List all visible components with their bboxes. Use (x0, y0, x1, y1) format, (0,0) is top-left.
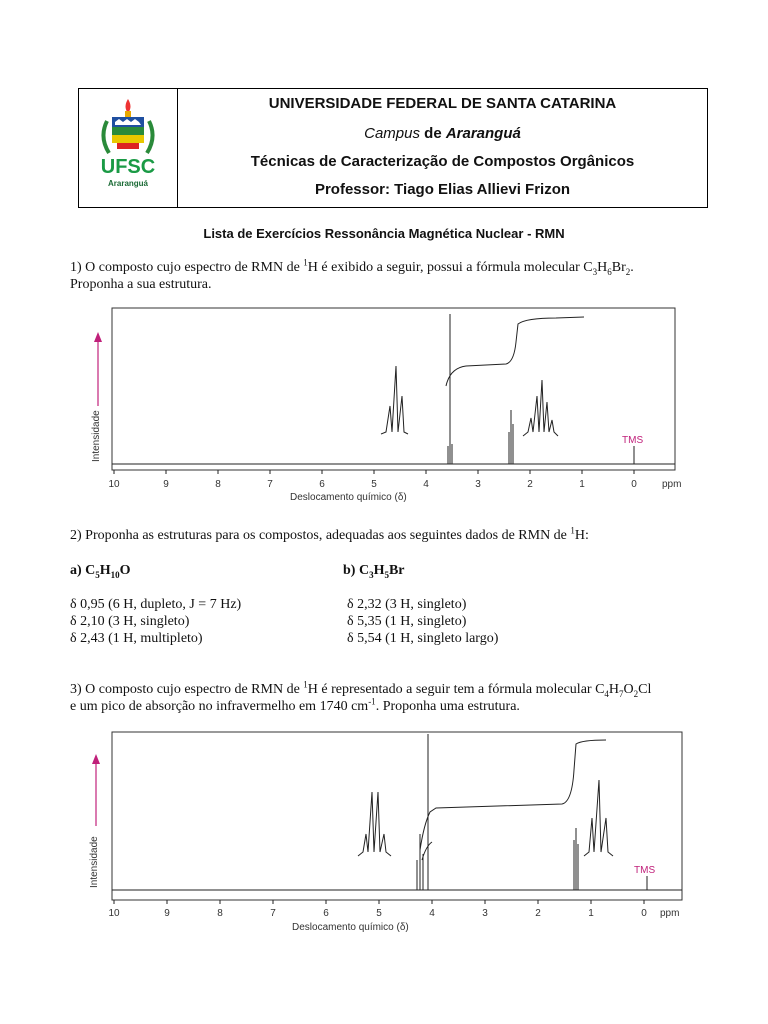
tms-label-2: TMS (634, 865, 656, 876)
tick-label: 8 (215, 479, 221, 490)
compound-b-shift: δ 5,54 (1 H, singleto largo) (347, 631, 499, 646)
y-axis-label-2: Intensidade (89, 836, 100, 888)
tms-label-1: TMS (622, 435, 644, 446)
tick-label: 10 (108, 908, 120, 919)
compound-a-shift: δ 2,43 (1 H, multipleto) (70, 631, 203, 646)
header-text (178, 89, 707, 207)
tick-label: 10 (108, 479, 120, 490)
tick-label: 0 (631, 479, 637, 490)
x-axis-ticks-1 (108, 479, 637, 490)
tick-label: 4 (429, 908, 435, 919)
tick-label: 8 (217, 908, 223, 919)
logo-subtext: Araranguá (107, 179, 149, 188)
compound-b-shift: δ 5,35 (1 H, singleto) (347, 614, 467, 629)
compound-a-shift: δ 0,95 (6 H, dupleto, J = 7 Hz) (70, 597, 242, 612)
tick-label: 3 (475, 479, 481, 490)
tick-label: 9 (163, 479, 169, 490)
nmr-spectrum-1 (86, 306, 686, 506)
tick-label: 0 (641, 908, 647, 919)
question-1-line-1: 1) O composto cujo espectro de RMN de $^1$H é exibido a seguir, possui a fórmula molecular $C_3H_6Br_2$. (70, 257, 634, 277)
tick-label: 5 (376, 908, 382, 919)
header-box (78, 88, 708, 208)
compound-a-shift: δ 2,10 (3 H, singleto) (70, 614, 190, 629)
compound-a-formula: a) $C_5H_{10}O$ (70, 563, 131, 580)
question-1-line-2: Proponha a sua estrutura. (70, 277, 212, 292)
tick-label: 7 (270, 908, 276, 919)
professor-name: Professor: Tiago Elias Allievi Frizon (314, 181, 571, 198)
course-name: Técnicas de Caracterização de Compostos Orgânicos (250, 153, 635, 170)
question-3-line-2: e um pico de absorção no infravermelho em 1740 $cm^{-1}$. Proponha uma estrutura. (70, 696, 520, 714)
ufsc-logo-icon (79, 89, 177, 207)
page-title: Lista de Exercícios Ressonância Magnética Nuclear - RMN (203, 226, 565, 241)
campus-line: Campus de Araranguá (364, 125, 521, 142)
tick-label: 1 (588, 908, 594, 919)
university-name: UNIVERSIDADE FEDERAL DE SANTA CATARINA (268, 95, 617, 112)
tick-label: 1 (579, 479, 585, 490)
tick-label: 2 (527, 479, 533, 490)
x-axis-unit-1: ppm (662, 479, 682, 490)
x-axis-label-2: Deslocamento químico (δ) (292, 922, 409, 933)
x-axis-ticks-2 (108, 908, 647, 919)
y-axis-label-1: Intensidade (91, 410, 102, 462)
tick-label: 3 (482, 908, 488, 919)
tick-label: 4 (423, 479, 429, 490)
question-3-line-1: 3) O composto cujo espectro de RMN de $^1$H é representado a seguir tem a fórmula molecular $C_4H_7O_2Cl$ (70, 679, 652, 699)
tick-label: 9 (164, 908, 170, 919)
university-logo (79, 89, 178, 207)
nmr-spectrum-2 (86, 730, 696, 940)
tick-label: 6 (319, 479, 325, 490)
x-axis-label-1: Deslocamento químico (δ) (290, 492, 407, 503)
compound-b-shift: δ 2,32 (3 H, singleto) (347, 597, 467, 612)
tick-label: 7 (267, 479, 273, 490)
logo-text: UFSC (100, 156, 156, 178)
x-axis-unit-2: ppm (660, 908, 680, 919)
question-2-line: 2) Proponha as estruturas para os compostos, adequadas aos seguintes dados de RMN de $^1$H: (70, 525, 589, 543)
tick-label: 6 (323, 908, 329, 919)
tick-label: 2 (535, 908, 541, 919)
compound-b-formula: b) $C_3H_5Br$ (343, 563, 405, 580)
tick-label: 5 (371, 479, 377, 490)
